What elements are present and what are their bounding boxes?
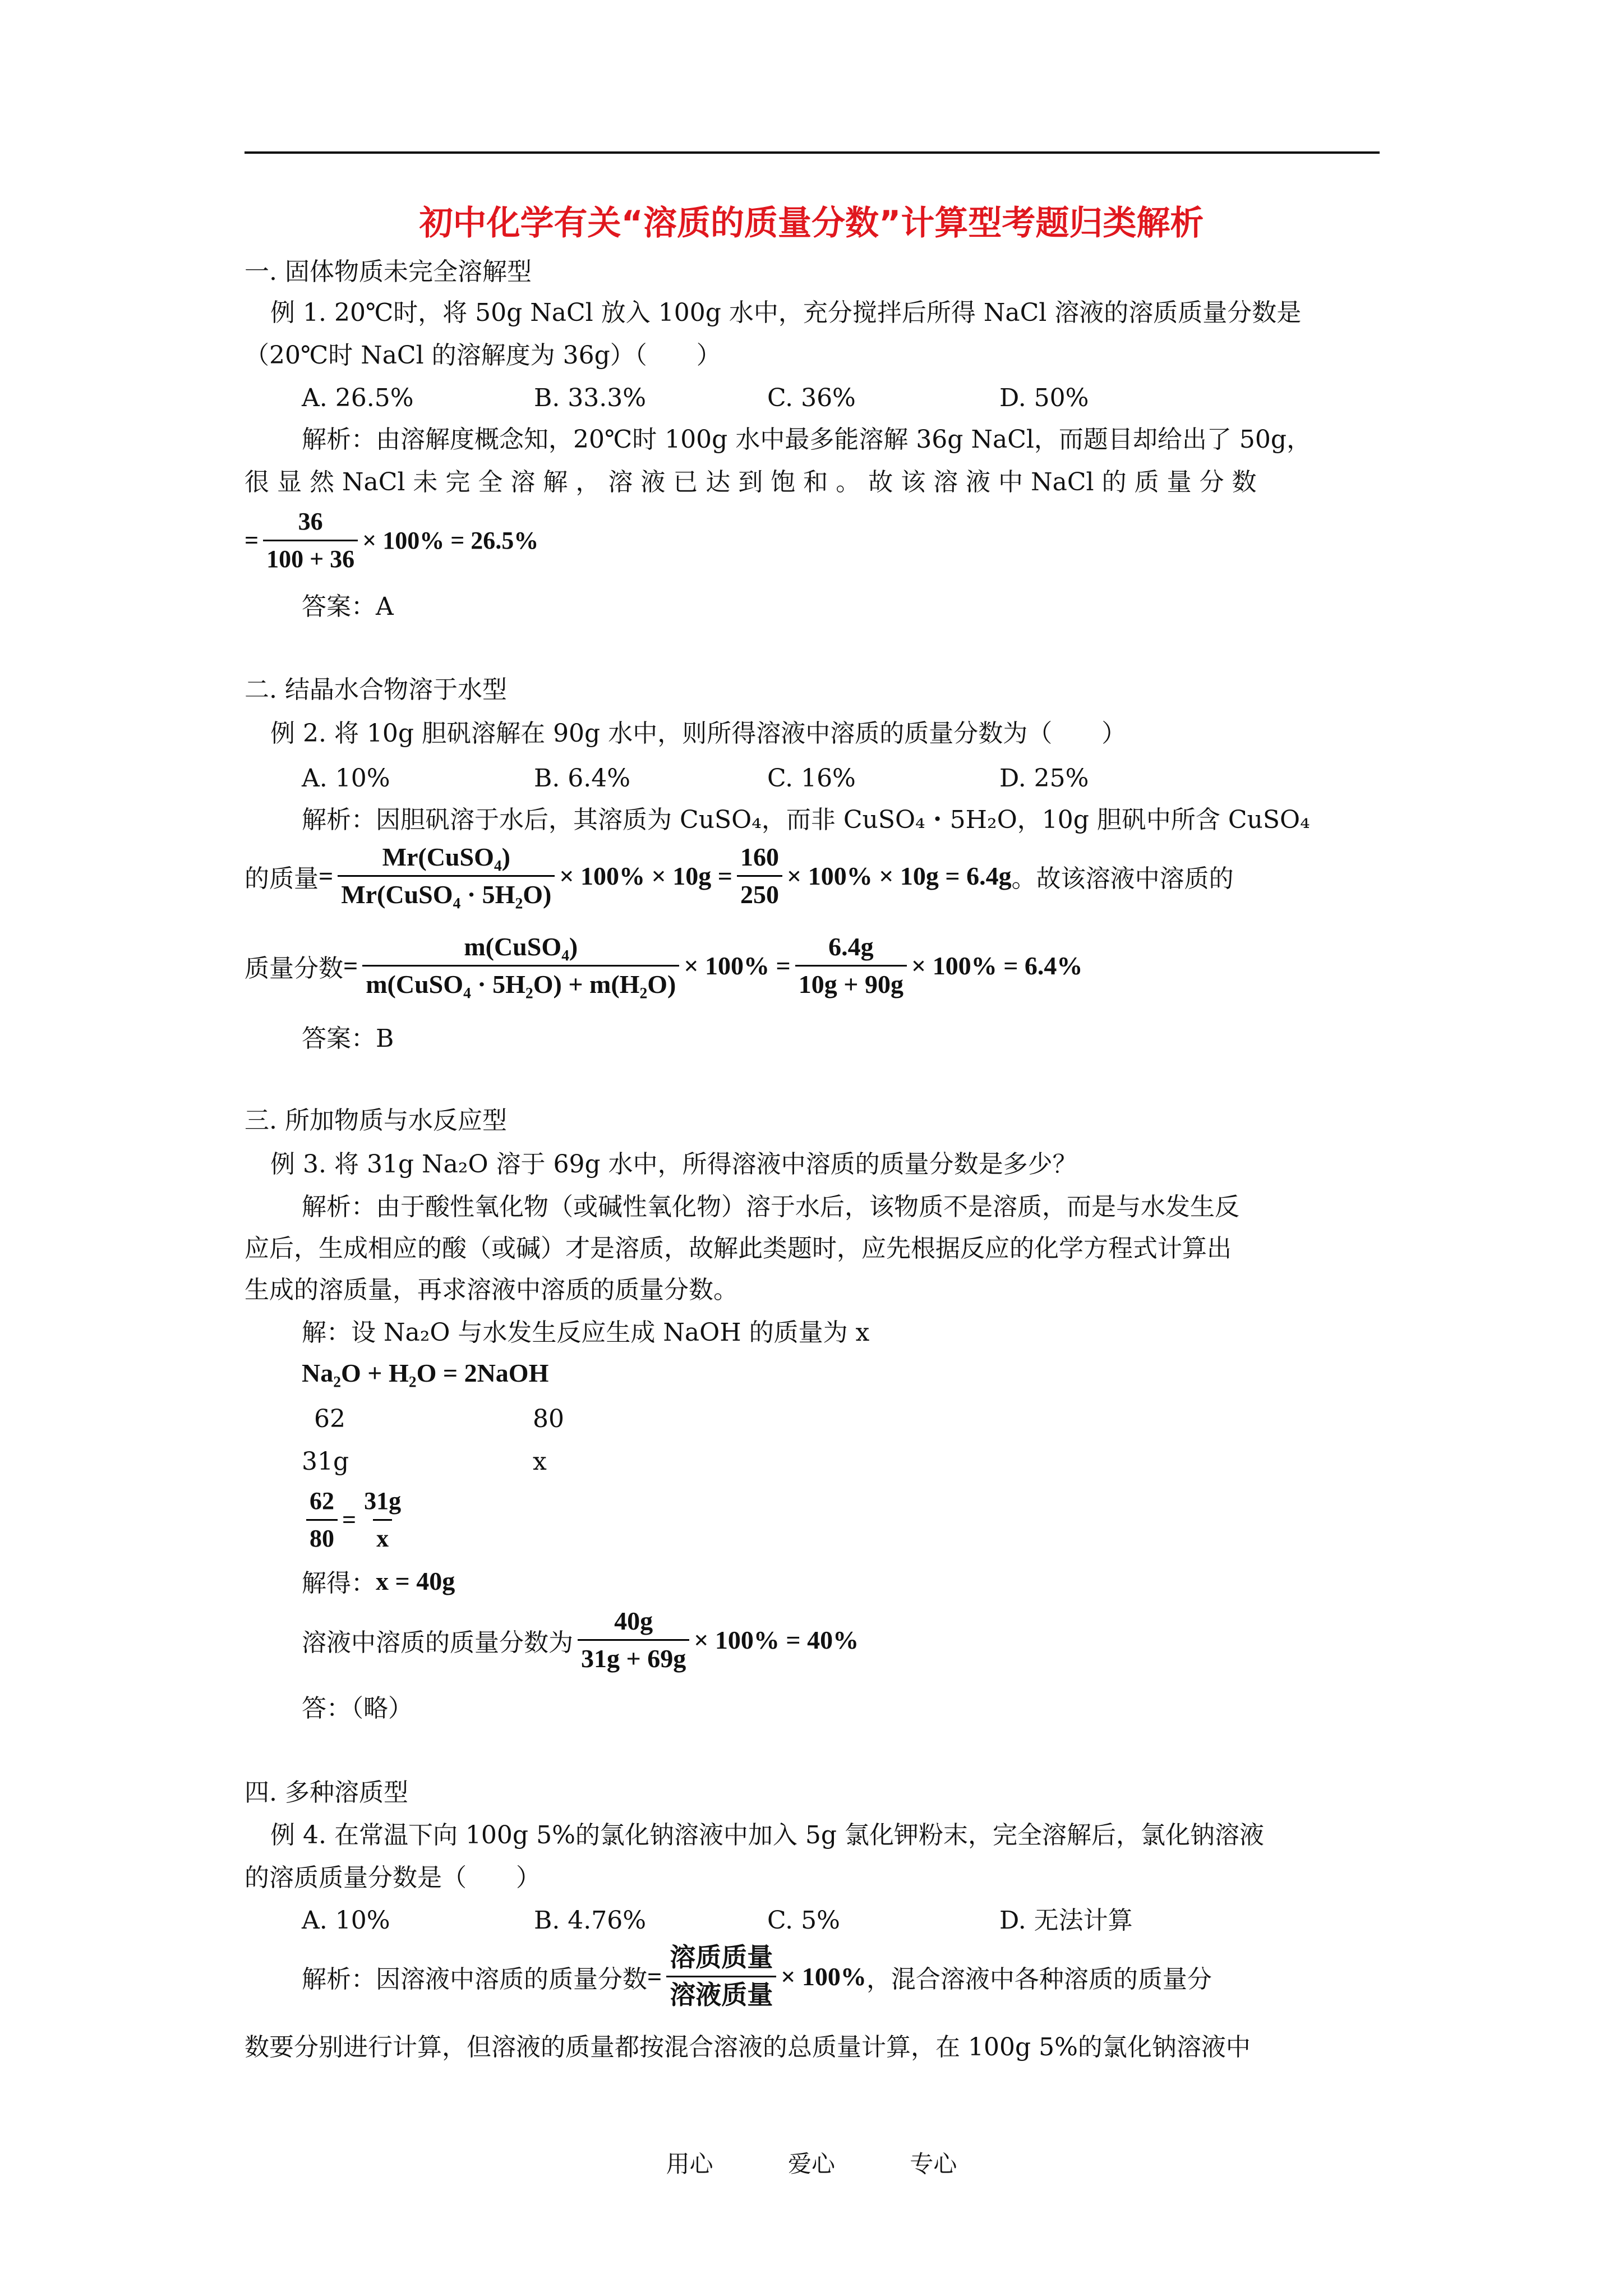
example-3-line-1: 例 3. 将 31g Na₂O 溶于 69g 水中，所得溶液中溶质的质量分数是多少？: [270, 1150, 1077, 1179]
fraction-1-denominator: m(CuSO₄ · 5H₂O) + m(H₂O): [362, 965, 679, 1000]
section-heading-4: 四. 多种溶质型: [245, 1778, 408, 1807]
footer-word-2: 爱心: [787, 2150, 835, 2178]
page-footer: [0, 2146, 1623, 2179]
fraction-tail: × 100% = 6.4%: [911, 951, 1083, 980]
solution-3-line-1: 解：设 Na₂O 与水发生反应生成 NaOH 的质量为 x: [302, 1318, 870, 1347]
proportion-equals: =: [342, 1506, 357, 1534]
example-1-line-2: （20℃时 NaCl 的溶解度为 36g）（ ）: [245, 341, 721, 370]
analysis-1-line-2: 很 显 然 NaCl 未 完 全 溶 解 ， 溶 液 已 达 到 饱 和 。 故 该 溶 液 中 NaCl 的 质 量 分 数: [245, 468, 1257, 496]
mass-equals: =: [319, 862, 334, 890]
analysis-4-line-1: [302, 1942, 1212, 2011]
section-heading-2: 二. 结晶水合物溶于水型: [245, 675, 507, 704]
example-4-line-1: 例 4. 在常温下向 100g 5%的氯化钠溶液中加入 5g 氯化钾粉末，完全溶解后，氯化钠溶液: [270, 1821, 1265, 1849]
fraction-2-numerator: 6.4g: [828, 932, 874, 961]
proportion-numerator-1: 62: [310, 1487, 334, 1515]
option-c: C. 36%: [767, 384, 856, 412]
result-label: 溶液中溶质的质量分数为: [302, 1628, 573, 1657]
analysis-1-line-1: 解析：由溶解度概念知，20℃时 100g 水中最多能溶解 36g NaCl，而题目却给出了 50g，: [302, 425, 1312, 454]
option-b: B. 33.3%: [534, 384, 647, 412]
proportion-numerator-2: 31g: [364, 1487, 402, 1515]
analysis-4-fraction: [666, 1942, 776, 2011]
analysis-4-line-2: 数要分别进行计算，但溶液的质量都按混合溶液的总质量计算，在 100g 5%的氯化钠溶液中: [245, 2033, 1251, 2062]
answer-2: 答案：B: [302, 1024, 394, 1053]
option-c: C. 16%: [767, 764, 856, 793]
formula-1-equals: =: [245, 527, 259, 554]
fraction-equals: =: [343, 951, 358, 980]
analysis-4-label: 解析：因溶液中溶质的质量分数: [302, 1964, 647, 1994]
mass-denominator-1: Mr(CuSO₄ · 5H₂O): [338, 875, 555, 910]
analysis-3-line-1: 解析：由于酸性氧化物（或碱性氧化物）溶于水后，该物质不是溶质，而是与水发生反: [302, 1193, 1239, 1221]
result-numerator: 40g: [614, 1607, 653, 1635]
mass-label: 的质量: [245, 864, 319, 893]
given-mass-na2o: 31g: [302, 1447, 349, 1476]
solved-value: x = 40g: [376, 1566, 455, 1595]
option-d: D. 无法计算: [999, 1906, 1133, 1935]
example-4-line-2: 的溶质质量分数是（ ）: [245, 1864, 541, 1892]
analysis-4-equals: =: [647, 1962, 662, 1991]
result-line: [302, 1605, 859, 1674]
analysis-4-denominator: 溶液质量: [666, 1976, 776, 2011]
molar-mass-naoh: 80: [533, 1405, 564, 1433]
option-a: A. 10%: [302, 764, 390, 793]
analysis-4-numerator: 溶质质量: [670, 1943, 773, 1972]
mass-fraction-2: [737, 841, 782, 910]
fraction-1-numerator: m(CuSO₄): [464, 932, 578, 961]
mass-denominator-2: 250: [737, 875, 782, 910]
analysis-3-line-3: 生成的溶质量，再求溶液中溶质的质量分数。: [245, 1276, 738, 1304]
chemical-equation: Na₂O + H₂O = 2NaOH: [302, 1359, 549, 1387]
analysis-3-line-2: 应后，生成相应的酸（或碱）才是溶质，故解此类题时，应先根据反应的化学方程式计算出: [245, 1234, 1232, 1263]
mass-numerator-1: Mr(CuSO₄): [382, 843, 510, 871]
section-heading-3: 三. 所加物质与水反应型: [245, 1106, 507, 1135]
formula-2-fraction: [245, 931, 1082, 1000]
header-rule: [245, 151, 1380, 154]
option-d: D. 50%: [999, 384, 1089, 412]
answer-1: 答案：A: [302, 592, 394, 621]
unknown-mass-naoh: x: [533, 1447, 547, 1476]
option-b: B. 6.4%: [534, 764, 631, 793]
formula-1-tail: × 100% = 26.5%: [362, 527, 539, 554]
fraction-2-denominator: 10g + 90g: [795, 965, 907, 1000]
footer-word-1: 用心: [666, 2150, 713, 2178]
option-a: A. 10%: [302, 1906, 390, 1935]
fraction-label: 质量分数: [245, 954, 343, 983]
formula-2-mass: [245, 841, 1234, 910]
option-a: A. 26.5%: [302, 384, 414, 412]
molar-mass-na2o: 62: [314, 1405, 345, 1433]
formula-1-fraction: [263, 506, 358, 575]
option-c: C. 5%: [767, 1906, 840, 1935]
document-title: 初中化学有关“溶质的质量分数”计算型考题归类解析: [419, 204, 1204, 243]
formula-1: [245, 506, 538, 575]
fraction-1: [362, 931, 679, 1000]
mass-numerator-2: 160: [740, 843, 779, 871]
option-b: B. 4.76%: [534, 1906, 647, 1935]
solved-line: [302, 1563, 455, 1599]
proportion-denominator-1: 80: [306, 1519, 338, 1554]
result-fraction: [578, 1605, 689, 1674]
proportion: [302, 1485, 409, 1554]
result-tail: × 100% = 40%: [694, 1626, 859, 1654]
proportion-fraction-1: [306, 1485, 338, 1554]
formula-1-numerator: 36: [298, 508, 323, 535]
proportion-fraction-2: [361, 1485, 404, 1554]
mass-middle: × 100% × 10g =: [559, 862, 732, 890]
fraction-2: [795, 931, 907, 1000]
footer-word-3: 专心: [910, 2150, 957, 2178]
mass-fraction-1: [338, 841, 555, 910]
section-heading-1: 一. 固体物质未完全溶解型: [245, 257, 532, 286]
proportion-denominator-2: x: [373, 1519, 392, 1554]
formula-1-denominator: 100 + 36: [263, 540, 358, 575]
example-1-line-1: 例 1. 20℃时，将 50g NaCl 放入 100g 水中，充分搅拌后所得 NaCl 溶液的溶质质量分数是: [270, 298, 1302, 327]
option-d: D. 25%: [999, 764, 1089, 793]
mass-tail: × 100% × 10g = 6.4g: [786, 862, 1012, 890]
answer-3: 答：（略）: [302, 1694, 413, 1723]
fraction-middle: × 100% =: [684, 951, 791, 980]
solved-label: 解得：: [302, 1569, 376, 1598]
example-2-line-1: 例 2. 将 10g 胆矾溶解在 90g 水中，则所得溶液中溶质的质量分数为（ ）: [270, 719, 1127, 748]
mass-after: 。故该溶液中溶质的: [1011, 864, 1234, 893]
analysis-2-line-1: 解析：因胆矾溶于水后，其溶质为 CuSO₄，而非 CuSO₄・5H₂O，10g 胆矾中所含 CuSO₄: [302, 806, 1310, 834]
analysis-4-tail: × 100%: [781, 1962, 866, 1991]
result-denominator: 31g + 69g: [578, 1639, 689, 1674]
analysis-4-after: ，混合溶液中各种溶质的质量分: [866, 1964, 1212, 1994]
